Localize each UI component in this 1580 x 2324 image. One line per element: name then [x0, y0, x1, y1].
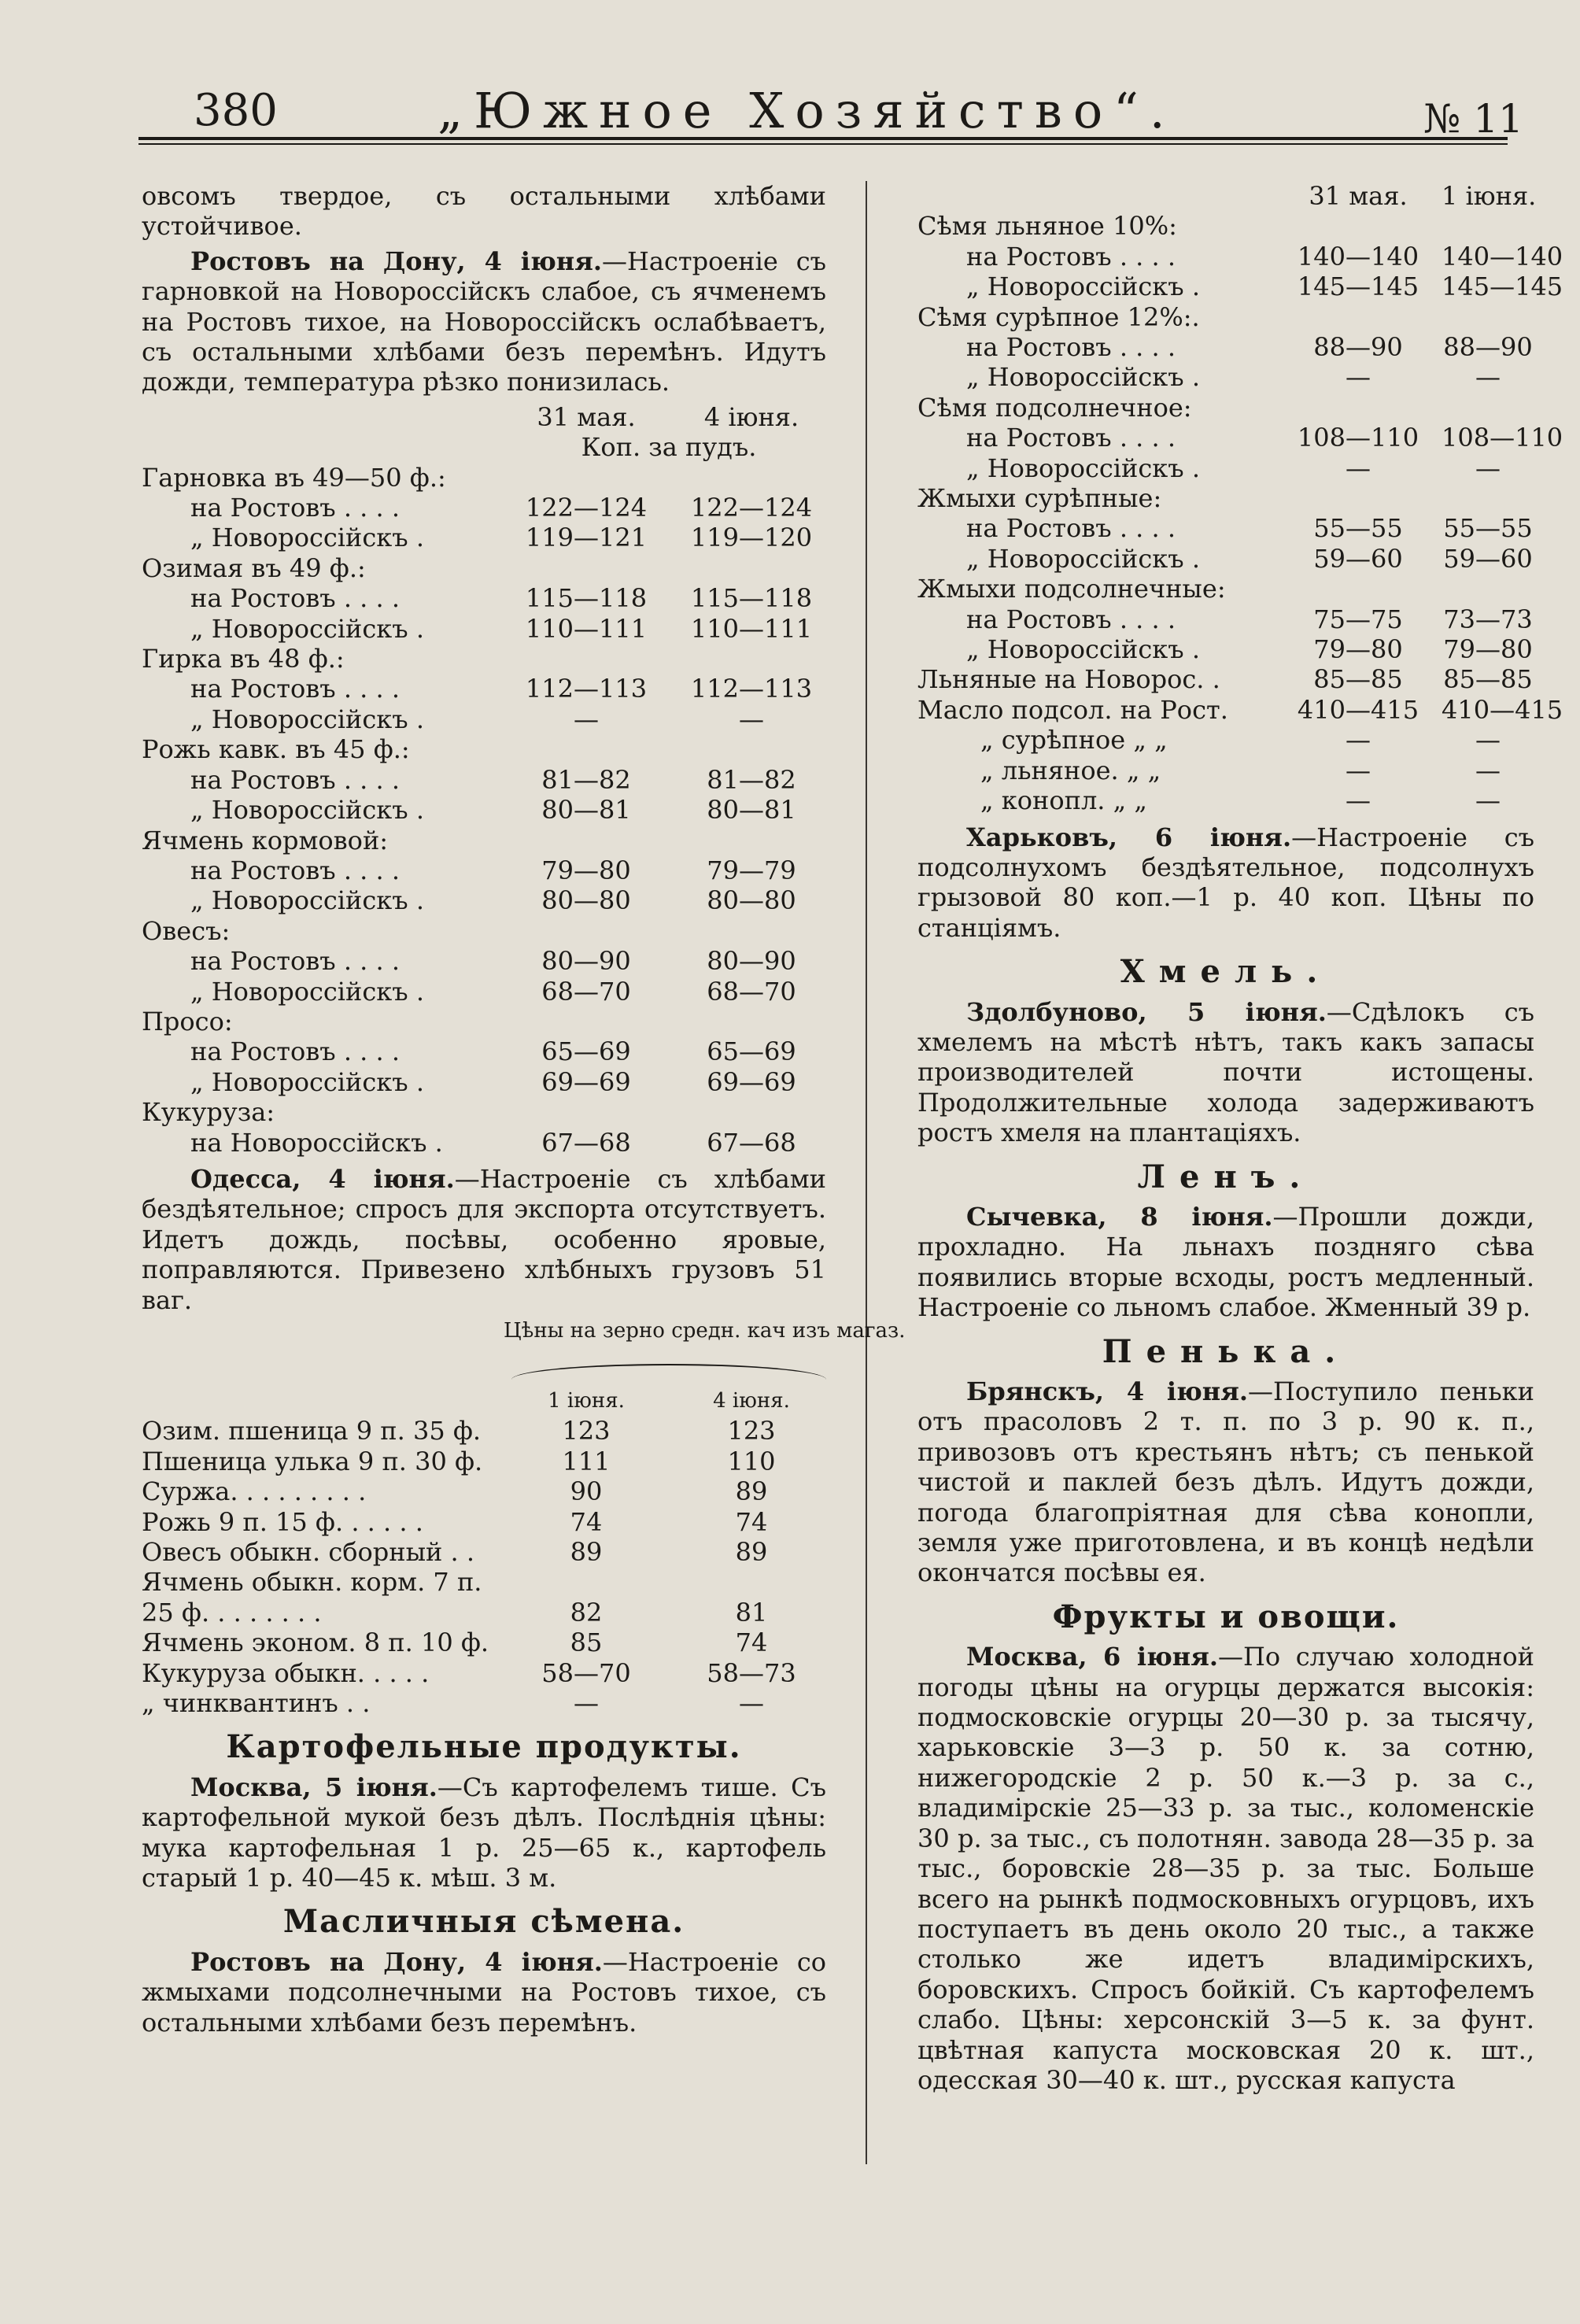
- row-label: Овесъ обыкн. сборный . .: [142, 1537, 475, 1568]
- table-row: [917, 241, 1563, 272]
- row-label: Жмыхи сурѣпные:: [917, 483, 1162, 514]
- row-value-2: 67—68: [707, 1127, 796, 1158]
- section-title-potato: Картофельные продукты.: [226, 1728, 742, 1766]
- row-label: „ Новороссійскъ .: [966, 543, 1200, 574]
- page-number: 380: [194, 85, 278, 136]
- rostov-price-table: [142, 463, 826, 1158]
- row-label: Ячмень кормовой:: [142, 825, 389, 855]
- row-value-1: 67—68: [541, 1127, 631, 1158]
- row-label: Просо:: [142, 1006, 233, 1036]
- table-row: [917, 574, 1534, 604]
- table-row: [917, 664, 1534, 694]
- report-heading: Харьковъ, 6 іюня.: [966, 822, 1292, 852]
- table-row: [917, 453, 1534, 483]
- section-title-fruits: Фрукты и овощи.: [1052, 1598, 1400, 1635]
- row-value-2: 68—70: [707, 976, 796, 1007]
- row-value-2: 80—81: [707, 795, 796, 826]
- row-value-2: 58—73: [707, 1657, 796, 1688]
- table-row: [142, 1688, 826, 1718]
- table-row: [142, 977, 826, 1007]
- row-value-1: 74: [570, 1506, 603, 1537]
- row-value-2: 74: [735, 1506, 768, 1537]
- row-label: Сѣмя подсолнечное:: [917, 392, 1192, 423]
- column-divider: [866, 181, 867, 2164]
- row-value-1: 145—145: [1297, 272, 1419, 302]
- row-value-2: —: [739, 704, 764, 734]
- oilseed-report: [142, 1947, 826, 2038]
- table-row: [142, 493, 826, 523]
- row-label: „ Новороссійскъ .: [190, 613, 424, 644]
- hemp-report: [917, 1376, 1534, 1588]
- table-row: [142, 553, 826, 583]
- row-value-2: 79—80: [1443, 634, 1533, 665]
- report-text: —Настроеніе со жмыхами подсолнечными на Ростовъ тихое, съ остальными хлѣбами безъ перемѣнъ.: [142, 1946, 826, 2038]
- table-row: [917, 725, 1534, 755]
- row-label: на Новороссійскъ .: [190, 1127, 443, 1158]
- table-row: [917, 211, 1534, 241]
- row-value-1: 122—124: [525, 493, 648, 523]
- table-row: [917, 544, 1534, 574]
- table-row: [142, 885, 826, 915]
- table-row: [142, 704, 826, 734]
- row-value-1: 123: [562, 1416, 611, 1446]
- row-label: Сѣмя сурѣпное 12%:.: [917, 301, 1200, 332]
- column-date-2: 4 іюня.: [703, 401, 799, 432]
- row-label: на Ростовъ . . . .: [190, 583, 401, 614]
- row-value-1: 68—70: [541, 976, 631, 1007]
- table-row: [142, 765, 826, 795]
- table-row: [142, 1507, 826, 1537]
- row-value-1: 80—81: [541, 795, 631, 826]
- row-value-1: 115—118: [525, 583, 648, 614]
- table-row: [142, 1537, 826, 1567]
- row-value-1: 85—85: [1313, 664, 1403, 695]
- row-value-2: 69—69: [707, 1066, 796, 1097]
- row-value-2: 123: [727, 1416, 776, 1446]
- table-row: [142, 1036, 826, 1066]
- table-row: [142, 1007, 826, 1036]
- table-row: [917, 756, 1534, 785]
- table-row: [917, 483, 1534, 513]
- row-value-2: 119—120: [690, 523, 813, 553]
- row-value-2: 59—60: [1443, 543, 1533, 574]
- table-row: [142, 1446, 826, 1476]
- row-label: 25 ф. . . . . . . .: [142, 1597, 322, 1628]
- row-label: Ячмень эконом. 8 п. 10 ф.: [142, 1628, 489, 1658]
- odessa-price-table: [142, 1416, 826, 1718]
- row-label: на Ростовъ . . . .: [966, 423, 1176, 453]
- row-label: Гарновка въ 49—50 ф.:: [142, 462, 446, 493]
- row-value-1: 108—110: [1297, 423, 1419, 453]
- section-title-oilseed: Масличныя сѣмена.: [282, 1903, 685, 1941]
- section-title-flax: Ленъ.: [1137, 1158, 1315, 1195]
- table-row: [142, 1628, 826, 1657]
- row-value-2: 81—82: [707, 764, 796, 795]
- row-label: „ Новороссійскъ .: [190, 795, 424, 826]
- table-row: [142, 674, 826, 704]
- table-row: [142, 1097, 826, 1127]
- row-value-1: 80—80: [541, 885, 631, 916]
- odessa-report: [142, 1164, 826, 1315]
- unit-row: [142, 432, 826, 462]
- row-value-2: 410—415: [1442, 694, 1563, 725]
- row-label: Жмыхи подсолнечные:: [917, 574, 1226, 604]
- row-label: Кукуруза:: [142, 1097, 275, 1128]
- caption-brace: [511, 1364, 826, 1383]
- table-row: [142, 946, 826, 976]
- row-value-2: 81: [735, 1597, 768, 1628]
- row-label: Озим. пшеница 9 п. 35 ф.: [142, 1416, 482, 1446]
- row-label: „ Новороссійскъ .: [190, 1066, 424, 1097]
- table-row: [917, 302, 1534, 332]
- kharkov-report: [917, 822, 1534, 944]
- row-value-2: 80—90: [707, 946, 796, 977]
- table-row: [917, 362, 1534, 392]
- table-row: [142, 916, 826, 946]
- column-date-1: 31 мая.: [537, 401, 636, 432]
- row-label: на Ростовъ . . . .: [190, 855, 401, 885]
- row-value-2: 73—73: [1443, 604, 1533, 634]
- row-label: на Ростовъ . . . .: [966, 332, 1176, 363]
- row-label: Овесъ:: [142, 915, 231, 946]
- report-text: —Поступило пеньки отъ прасоловъ 2 т. п. по 3 р. 90 к. п., привозовъ отъ крестьянъ нѣтъ; съ пенькой чистой и паклей безъ дѣлъ. Идутъ дожди, погода благопріятная для сѣва конопли, земля уже приготовлена, и въ концѣ недѣли окончатся посѣвы ея.: [917, 1376, 1534, 1588]
- row-value-1: 89: [570, 1537, 603, 1568]
- row-value-2: 108—110: [1442, 423, 1563, 453]
- row-label: на Ростовъ . . . .: [190, 946, 401, 977]
- right-column: [917, 181, 1563, 2100]
- row-value-1: 410—415: [1297, 694, 1419, 725]
- table-row: [142, 614, 826, 644]
- row-label: Гирка въ 48 ф.:: [142, 644, 345, 674]
- column-date-1: 31 мая.: [1309, 181, 1408, 211]
- header-rule: [138, 137, 1508, 140]
- odessa-caption: Цѣны на зерно средн. кач изъ магаз.: [504, 1319, 906, 1343]
- fruits-report: [917, 1642, 1534, 2095]
- report-heading: Ростовъ на Дону, 4 іюня.: [190, 246, 602, 276]
- row-label: „ Новороссійскъ .: [966, 362, 1200, 393]
- row-value-1: —: [574, 1688, 599, 1719]
- row-value-1: 119—121: [525, 523, 648, 553]
- row-value-1: 80—90: [541, 946, 631, 977]
- row-label: на Ростовъ . . . .: [966, 241, 1176, 272]
- row-value-1: 58—70: [541, 1657, 631, 1688]
- row-value-1: 59—60: [1313, 543, 1403, 574]
- column-date-2: 1 іюня.: [1442, 181, 1537, 211]
- rostov-report: [142, 246, 826, 397]
- header-rule-thin: [138, 143, 1508, 145]
- table-row: [142, 1067, 826, 1097]
- report-heading: Здолбуново, 5 іюня.: [966, 996, 1327, 1027]
- row-label: Пшеница улька 9 п. 30 ф.: [142, 1446, 483, 1476]
- table-row: [142, 1476, 826, 1506]
- row-label: Сѣмя льняное 10%:: [917, 211, 1177, 242]
- row-value-1: 90: [570, 1476, 603, 1507]
- table-header: [917, 181, 1537, 211]
- row-value-1: 81—82: [541, 764, 631, 795]
- table-row: [917, 393, 1534, 423]
- report-text: —Настроеніе съ хлѣбами бездѣятельное; спросъ для экспорта отсутствуетъ. Идетъ дождь, посѣвы, особенно яровые, поправляются. Привезено хлѣбныхъ грузовъ 51 ваг.: [142, 1163, 826, 1315]
- intro-text: овсомъ твердое, съ остальными хлѣбами устойчивое.: [142, 181, 826, 242]
- row-value-2: 140—140: [1442, 241, 1563, 272]
- issue-number: № 11: [1423, 96, 1523, 142]
- row-label: на Ростовъ . . . .: [966, 604, 1176, 634]
- section-title-hops: Хмель.: [1120, 953, 1332, 991]
- row-label: Льняные на Новорос. .: [917, 664, 1220, 695]
- row-value-1: —: [1346, 725, 1371, 756]
- left-column: [142, 181, 906, 2042]
- table-row: [142, 1658, 826, 1688]
- column-date-2: 4 іюня.: [713, 1389, 790, 1413]
- row-value-1: 79—80: [541, 855, 631, 885]
- row-value-1: 88—90: [1313, 332, 1403, 363]
- table-row: [142, 734, 826, 764]
- row-label: на Ростовъ . . . .: [190, 674, 401, 704]
- report-text: —Настроеніе съ гарновкой на Новороссійскъ слабое, съ ячменемъ на Ростовъ тихое, на Новороссійскъ ослабѣваетъ, съ остальными хлѣбами безъ перемѣнъ. Идутъ дожди, температура рѣзко понизилась.: [142, 246, 826, 397]
- row-value-2: —: [739, 1688, 764, 1719]
- row-value-1: —: [1346, 755, 1371, 785]
- table-row: [142, 795, 826, 825]
- table-row: [917, 785, 1534, 815]
- table-row: [142, 826, 826, 855]
- row-label: Ячмень обыкн. корм. 7 п.: [142, 1567, 482, 1598]
- row-label: на Ростовъ . . . .: [190, 764, 401, 795]
- row-value-1: —: [1346, 362, 1371, 393]
- table-header: [142, 402, 826, 432]
- row-value-2: —: [1475, 785, 1501, 816]
- report-heading: Брянскъ, 4 іюня.: [966, 1376, 1248, 1407]
- row-label: „ льняное. „ „: [980, 755, 1161, 785]
- section-title-hemp: Пенька.: [1102, 1332, 1350, 1370]
- hops-report: [917, 997, 1534, 1148]
- row-value-1: 55—55: [1313, 513, 1403, 544]
- row-value-1: 79—80: [1313, 634, 1403, 665]
- table-row: [142, 644, 826, 674]
- row-value-2: 88—90: [1443, 332, 1533, 363]
- row-label: „ Новороссійскъ .: [966, 272, 1200, 302]
- report-text: —По случаю холодной погоды цѣны на огурцы держатся высокія: подмосковскіе огурцы 20—30 р. за тысячу, харьковскіе 3—3 р. 50 к. за сотню, нижегородскіе 2 р. 50 к.—3 р. за с., владимірскіе 25—33 р. за тыс., коломенскіе 30 р. за тыс., съ полотнян. завода 28—35 р. за тыс., боровскіе 28—35 р. за тыс. Больше всего на рынкѣ подмосковныхъ огурцовъ, ихъ поступаетъ въ день около 20 тыс., а также столько же идетъ владимірскихъ, боровскихъ. Спросъ бойкій. Съ картофелемъ слабо. Цѣны: херсонскій 3—5 к. за фунт. цвѣтная капуста московская 20 к. шт., одесская 30—40 к. шт., русская капуста: [917, 1642, 1534, 2095]
- row-value-1: 82: [570, 1597, 603, 1628]
- column-date-1: 1 іюня.: [548, 1389, 625, 1413]
- report-heading: Москва, 6 іюня.: [966, 1642, 1218, 1672]
- row-value-2: 80—80: [707, 885, 796, 916]
- table-row: [917, 513, 1534, 543]
- row-value-1: —: [1346, 453, 1371, 483]
- table-row: [142, 1567, 826, 1597]
- row-label: на Ростовъ . . . .: [966, 513, 1176, 544]
- odessa-caption-row: [142, 1319, 906, 1364]
- row-value-2: 74: [735, 1628, 768, 1658]
- row-label: на Ростовъ . . . .: [190, 1036, 401, 1067]
- row-label: „ Новороссійскъ .: [190, 976, 424, 1007]
- row-value-1: 112—113: [525, 674, 648, 704]
- report-text: —Прошли дожди, прохладно. На льнахъ поздняго сѣва появились вторые всходы, ростъ медленный. Настроеніе со льномъ слабое. Жменный 39 р.: [917, 1201, 1535, 1323]
- row-value-2: 110: [727, 1446, 776, 1476]
- report-text: —Настроеніе съ подсолнухомъ бездѣятельное, подсолнухъ грызовой 80 коп.—1 р. 40 коп. Цѣны по станціямъ.: [917, 822, 1535, 943]
- row-label: „ конопл. „ „: [980, 785, 1147, 816]
- row-value-1: 75—75: [1313, 604, 1403, 634]
- row-value-2: 122—124: [690, 493, 813, 523]
- table-row: [917, 604, 1534, 634]
- potato-report: [142, 1772, 826, 1894]
- report-heading: Сычевка, 8 іюня.: [966, 1201, 1273, 1232]
- table-row: [917, 694, 1563, 725]
- oilseed-price-table: [917, 211, 1563, 816]
- row-label: Кукуруза обыкн. . . . .: [142, 1657, 430, 1688]
- report-heading: Москва, 5 іюня.: [190, 1772, 437, 1802]
- row-value-1: 85: [570, 1628, 603, 1658]
- row-label: Суржа. . . . . . . . .: [142, 1476, 367, 1507]
- row-label: Озимая въ 49 ф.:: [142, 552, 366, 583]
- row-label: „ чинквантинъ . .: [142, 1688, 371, 1719]
- table-row: [142, 1598, 826, 1628]
- row-label: Рожь кавк. въ 45 ф.:: [142, 734, 410, 765]
- row-value-1: 65—69: [541, 1036, 631, 1067]
- row-value-1: —: [1346, 785, 1371, 816]
- row-label: „ Новороссійскъ .: [966, 634, 1200, 665]
- row-value-2: 115—118: [690, 583, 813, 614]
- row-value-2: 55—55: [1443, 513, 1533, 544]
- row-value-1: 140—140: [1297, 241, 1419, 272]
- row-value-2: 79—79: [707, 855, 796, 885]
- row-value-2: —: [1475, 755, 1501, 785]
- table-row: [142, 583, 826, 613]
- table-row: [142, 1128, 826, 1158]
- table-row: [142, 463, 826, 493]
- row-label: „ Новороссійскъ .: [190, 885, 424, 916]
- row-label: „ сурѣпное „ „: [980, 725, 1168, 756]
- unit-label: Коп. за пудъ.: [581, 432, 757, 463]
- row-label: „ Новороссійскъ .: [190, 523, 424, 553]
- report-text: —Съ картофелемъ тише. Съ картофельной мукой безъ дѣлъ. Послѣднія цѣны: мука картофельная 1 р. 25—65 к., картофель старый 1 р. 40—45 к. мѣш. 3 м.: [142, 1772, 827, 1894]
- row-label: Рожь 9 п. 15 ф. . . . . .: [142, 1506, 423, 1537]
- row-value-2: —: [1475, 725, 1501, 756]
- table-row: [142, 523, 826, 552]
- row-value-2: —: [1475, 453, 1501, 483]
- row-value-1: 69—69: [541, 1066, 631, 1097]
- report-heading: Ростовъ на Дону, 4 іюня.: [190, 1946, 603, 1977]
- row-value-2: 112—113: [690, 674, 813, 704]
- row-value-2: 85—85: [1443, 664, 1533, 695]
- table-row: [917, 423, 1563, 453]
- row-value-2: 89: [735, 1537, 768, 1568]
- row-value-1: 110—111: [525, 613, 648, 644]
- row-value-2: 145—145: [1442, 272, 1563, 302]
- row-value-2: 110—111: [690, 613, 813, 644]
- table-row: [917, 272, 1563, 302]
- odessa-table-header: [142, 1386, 826, 1416]
- report-heading: Одесса, 4 іюня.: [190, 1163, 455, 1194]
- row-value-2: 89: [735, 1476, 768, 1507]
- row-label: Масло подсол. на Рост.: [917, 694, 1228, 725]
- flax-report: [917, 1202, 1534, 1323]
- journal-title: „Южное Хозяйство“.: [437, 82, 1176, 139]
- row-label: „ Новороссійскъ .: [190, 704, 424, 734]
- table-row: [917, 332, 1534, 362]
- row-value-1: —: [574, 704, 599, 734]
- row-label: „ Новороссійскъ .: [966, 453, 1200, 483]
- table-row: [142, 1416, 826, 1446]
- row-label: на Ростовъ . . . .: [190, 493, 401, 523]
- row-value-2: 65—69: [707, 1036, 796, 1067]
- row-value-2: —: [1475, 362, 1501, 393]
- report-text: —Сдѣлокъ съ хмелемъ на мѣстѣ нѣтъ, такъ какъ запасы производителей почти истощены. Продолжительные холода задерживаютъ ростъ хмеля на плантаціяхъ.: [917, 996, 1535, 1148]
- table-row: [917, 634, 1534, 664]
- row-value-1: 111: [562, 1446, 611, 1476]
- table-row: [142, 855, 826, 885]
